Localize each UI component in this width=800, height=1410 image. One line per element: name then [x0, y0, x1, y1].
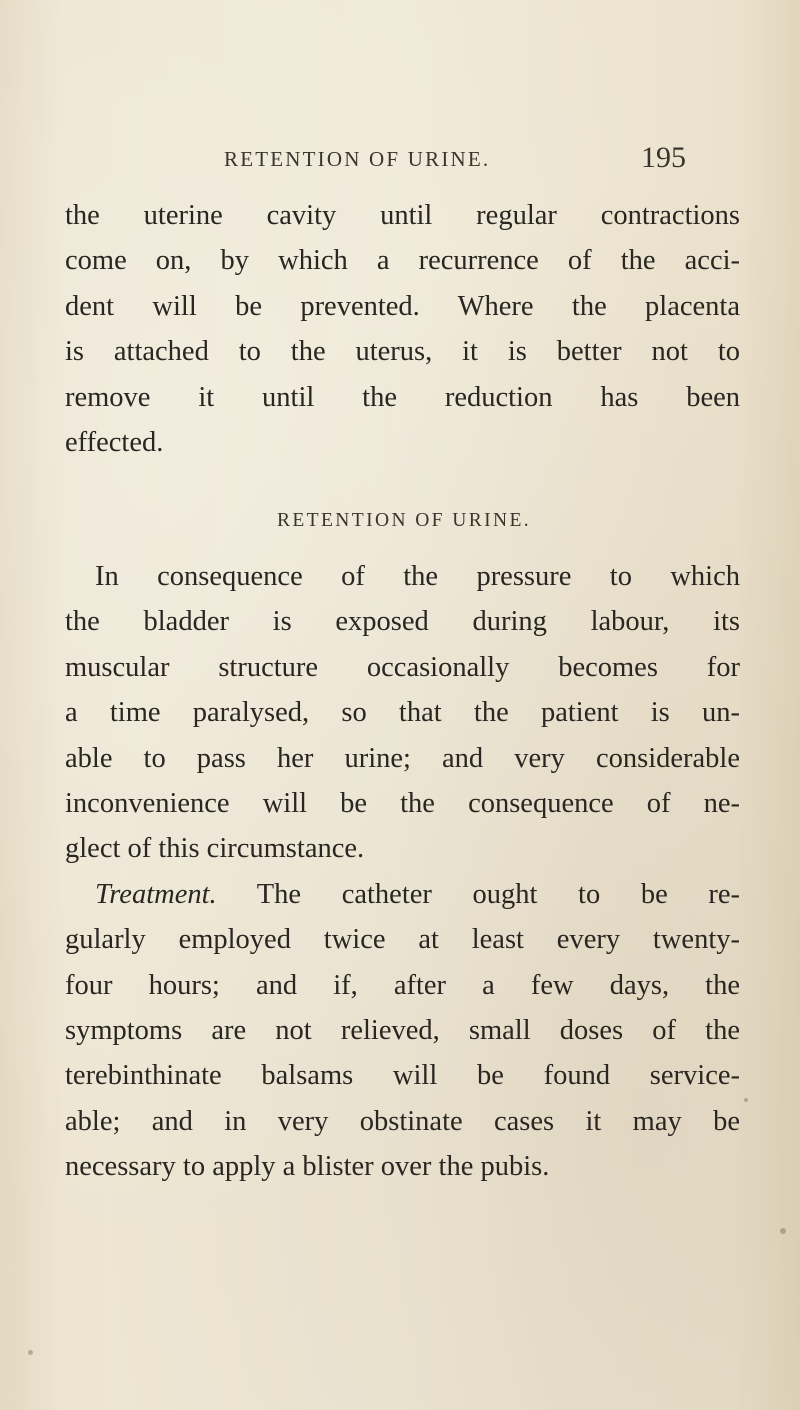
text-line: [65, 872, 740, 917]
running-head: [0, 141, 800, 181]
text-line: able; and in very obstinate cases it may be: [65, 1105, 740, 1137]
text-line: the uterine cavity until regular contractions: [65, 200, 740, 231]
text-fragment: The catheter ought to be re-: [216, 878, 740, 910]
text-line: a time paralysed, so that the patient is un-: [65, 697, 740, 729]
text-line: come on, by which a recurrence of the acci-: [65, 245, 740, 277]
body-text: [65, 554, 740, 1190]
text-line: able to pass her urine; and very considerable: [65, 742, 740, 774]
text-line: inconvenience will be the consequence of ne-: [65, 788, 740, 820]
treatment-lead: Treatment.: [95, 878, 217, 910]
running-title: RETENTION OF URINE.: [224, 147, 491, 171]
paper-speck: [744, 1098, 748, 1102]
paper-speck: [780, 1228, 786, 1234]
section-heading: RETENTION OF URINE.: [276, 510, 532, 531]
paragraph-3: [65, 872, 740, 1190]
text-line: gularly employed twice at least every twenty-: [65, 924, 740, 956]
text-line: terebinthinate balsams will be found service-: [65, 1060, 740, 1092]
text-line: effected.: [65, 427, 164, 459]
text-line: four hours; and if, after a few days, the: [65, 969, 740, 1001]
text-line: the bladder is exposed during labour, its: [65, 606, 740, 638]
text-line: remove it until the reduction has been: [65, 381, 740, 413]
page-number: 195: [641, 141, 686, 174]
paper-speck: [28, 1350, 33, 1355]
paragraph-2: [65, 554, 740, 872]
text-line: is attached to the uterus, it is better not to: [65, 336, 740, 368]
text-line: symptoms are not relieved, small doses of the: [65, 1015, 740, 1047]
text-line: glect of this circumstance.: [65, 833, 365, 865]
text-line: In consequence of the pressure to which: [95, 561, 740, 592]
text-line: necessary to apply a blister over the pubis.: [65, 1151, 550, 1183]
text-line: dent will be prevented. Where the placenta: [65, 290, 740, 322]
text-line: muscular structure occasionally becomes for: [65, 651, 740, 683]
paragraph-1: [65, 193, 740, 465]
